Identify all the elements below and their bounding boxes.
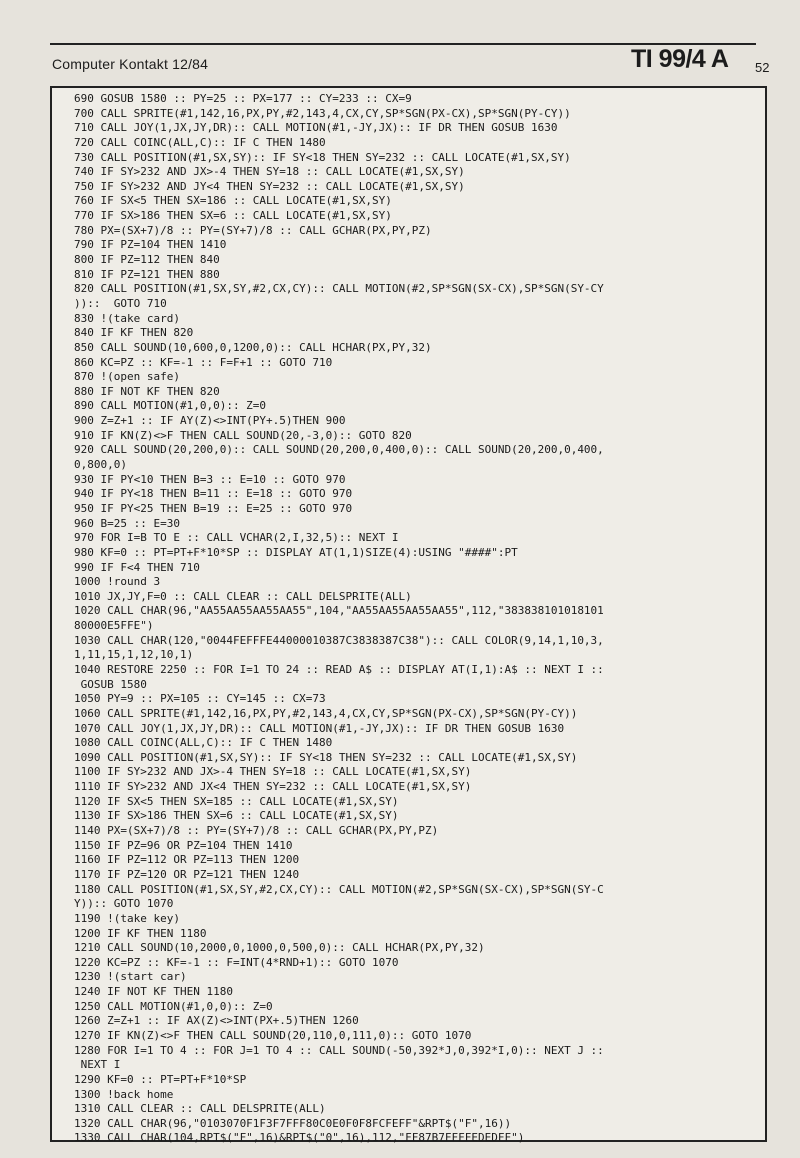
code-line: 1330 CALL CHAR(104,RPT$("F",16)&RPT$("0",16),112,"FF87B7FFFFEDEDFF") <box>74 1131 525 1145</box>
code-line: 700 CALL SPRITE(#1,142,16,PX,PY,#2,143,4,CX,CY,SP*SGN(PX-CX),SP*SGN(PY-CY)) <box>74 106 571 120</box>
code-line: 870 !(open safe) <box>74 370 180 384</box>
code-line: 860 KC=PZ :: KF=-1 :: F=F+1 :: GOTO 710 <box>74 355 333 369</box>
code-line: 1150 IF PZ=96 OR PZ=104 THEN 1410 <box>74 838 293 852</box>
code-line: 1250 CALL MOTION(#1,0,0):: Z=0 <box>74 999 273 1013</box>
code-line: 950 IF PY<25 THEN B=19 :: E=25 :: GOTO 970 <box>74 501 353 515</box>
code-line: 1280 FOR I=1 TO 4 :: FOR J=1 TO 4 :: CALL SOUND(-50,392*J,0,392*I,0):: NEXT J :: <box>74 1043 604 1057</box>
code-line: 1110 IF SY>232 AND JX<4 THEN SY=232 :: CALL LOCATE(#1,SX,SY) <box>74 780 472 794</box>
magazine-title: Computer Kontakt 12/84 <box>52 56 209 72</box>
code-line: 1230 !(start car) <box>74 970 187 984</box>
code-line: 960 B=25 :: E=30 <box>74 516 180 530</box>
code-line: 760 IF SX<5 THEN SX=186 :: CALL LOCATE(#1,SX,SY) <box>74 194 392 208</box>
code-line: 1050 PY=9 :: PX=105 :: CY=145 :: CX=73 <box>74 692 326 706</box>
code-line: 990 IF F<4 THEN 710 <box>74 560 200 574</box>
code-line: 790 IF PZ=104 THEN 1410 <box>74 238 227 252</box>
code-line: 1220 KC=PZ :: KF=-1 :: F=INT(4*RND+1):: GOTO 1070 <box>74 955 399 969</box>
code-line: 1260 Z=Z+1 :: IF AX(Z)<>INT(PX+.5)THEN 1260 <box>74 1014 359 1028</box>
code-line: 800 IF PZ=112 THEN 840 <box>74 253 220 267</box>
code-line: 720 CALL COINC(ALL,C):: IF C THEN 1480 <box>74 135 326 149</box>
code-line: 970 FOR I=B TO E :: CALL VCHAR(2,I,32,5):: NEXT I <box>74 531 399 545</box>
code-line: 750 IF SY>232 AND JY<4 THEN SY=232 :: CALL LOCATE(#1,SX,SY) <box>74 179 465 193</box>
code-line: 770 IF SX>186 THEN SX=6 :: CALL LOCATE(#1,SX,SY) <box>74 209 392 223</box>
code-line: 1310 CALL CLEAR :: CALL DELSPRITE(ALL) <box>74 1102 326 1116</box>
page-number: 52 <box>755 60 770 75</box>
code-line: 840 IF KF THEN 820 <box>74 326 194 340</box>
code-line: 940 IF PY<18 THEN B=11 :: E=18 :: GOTO 970 <box>74 487 353 501</box>
code-line: 1090 CALL POSITION(#1,SX,SY):: IF SY<18 THEN SY=232 :: CALL LOCATE(#1,SX,SY) <box>74 750 578 764</box>
code-line: 880 IF NOT KF THEN 820 <box>74 384 220 398</box>
code-line: 690 GOSUB 1580 :: PY=25 :: PX=177 :: CY=233 :: CX=9 <box>74 92 412 105</box>
code-line: 1140 PX=(SX+7)/8 :: PY=(SY+7)/8 :: CALL GCHAR(PX,PY,PZ) <box>74 824 439 838</box>
code-line: 920 CALL SOUND(20,200,0):: CALL SOUND(20,200,0,400,0):: CALL SOUND(20,200,0,400, <box>74 443 604 457</box>
code-line: 1070 CALL JOY(1,JX,JY,DR):: CALL MOTION(#1,-JY,JX):: IF DR THEN GOSUB 1630 <box>74 721 565 735</box>
code-line: 1040 RESTORE 2250 :: FOR I=1 TO 24 :: READ A$ :: DISPLAY AT(I,1):A$ :: NEXT I :: <box>74 662 604 676</box>
code-line: 1210 CALL SOUND(10,2000,0,1000,0,500,0):: CALL HCHAR(PX,PY,32) <box>74 941 485 955</box>
code-line: 1320 CALL CHAR(96,"0103070F1F3F7FFF80C0E0F0F8FCFEFF"&RPT$("F",16)) <box>74 1116 512 1130</box>
code-line: 80000E5FFE") <box>74 619 154 633</box>
code-line: 850 CALL SOUND(10,600,0,1200,0):: CALL HCHAR(PX,PY,32) <box>74 340 432 354</box>
code-line: 1060 CALL SPRITE(#1,142,16,PX,PY,#2,143,4,CX,CY,SP*SGN(PX-CX),SP*SGN(PY-CY)) <box>74 706 578 720</box>
code-line: 1180 CALL POSITION(#1,SX,SY,#2,CX,CY):: CALL MOTION(#2,SP*SGN(SX-CX),SP*SGN(SY-C <box>74 882 604 896</box>
code-line: 780 PX=(SX+7)/8 :: PY=(SY+7)/8 :: CALL GCHAR(PX,PY,PZ) <box>74 223 432 237</box>
code-line: 1100 IF SY>232 AND JX>-4 THEN SY=18 :: CALL LOCATE(#1,SX,SY) <box>74 765 472 779</box>
code-line: 1300 !back home <box>74 1087 174 1101</box>
code-line: 1160 IF PZ=112 OR PZ=113 THEN 1200 <box>74 853 300 867</box>
code-line: 1,11,15,1,12,10,1) <box>74 648 194 662</box>
basic-listing <box>74 92 764 1146</box>
code-line: NEXT I <box>74 1058 121 1072</box>
code-line: 1270 IF KN(Z)<>F THEN CALL SOUND(20,110,0,111,0):: GOTO 1070 <box>74 1029 472 1042</box>
code-line: 890 CALL MOTION(#1,0,0):: Z=0 <box>74 399 267 413</box>
code-line: 1000 !round 3 <box>74 575 161 589</box>
code-line: )):: GOTO 710 <box>74 296 167 310</box>
code-line: 1200 IF KF THEN 1180 <box>74 926 207 940</box>
code-line: 730 CALL POSITION(#1,SX,SY):: IF SY<18 THEN SY=232 :: CALL LOCATE(#1,SX,SY) <box>74 150 571 164</box>
code-line: 820 CALL POSITION(#1,SX,SY,#2,CX,CY):: CALL MOTION(#2,SP*SGN(SX-CX),SP*SGN(SY-CY <box>74 282 604 296</box>
code-line: 1190 !(take key) <box>74 911 180 925</box>
system-title: TI 99/4 A <box>631 45 729 73</box>
code-line: 900 Z=Z+1 :: IF AY(Z)<>INT(PY+.5)THEN 900 <box>74 414 346 428</box>
code-line: 1010 JX,JY,F=0 :: CALL CLEAR :: CALL DELSPRITE(ALL) <box>74 589 412 603</box>
code-line: 1130 IF SX>186 THEN SX=6 :: CALL LOCATE(#1,SX,SY) <box>74 809 399 823</box>
code-line: 810 IF PZ=121 THEN 880 <box>74 267 220 281</box>
code-line: 910 IF KN(Z)<>F THEN CALL SOUND(20,-3,0):: GOTO 820 <box>74 428 412 442</box>
code-line: 740 IF SY>232 AND JX>-4 THEN SY=18 :: CALL LOCATE(#1,SX,SY) <box>74 165 465 179</box>
code-line: 980 KF=0 :: PT=PT+F*10*SP :: DISPLAY AT(1,1)SIZE(4):USING "####":PT <box>74 545 518 559</box>
code-line: GOSUB 1580 <box>74 677 147 691</box>
code-line: 0,800,0) <box>74 458 127 472</box>
code-line: 1020 CALL CHAR(96,"AA55AA55AA55AA55",104,"AA55AA55AA55AA55",112,"383838101018101 <box>74 604 604 618</box>
code-line: 1120 IF SX<5 THEN SX=185 :: CALL LOCATE(#1,SX,SY) <box>74 794 399 808</box>
code-line: 930 IF PY<10 THEN B=3 :: E=10 :: GOTO 970 <box>74 472 346 486</box>
code-line: 1030 CALL CHAR(120,"0044FEFFFE44000010387C3838387C38"):: CALL COLOR(9,14,1,10,3, <box>74 633 604 647</box>
code-line: 1290 KF=0 :: PT=PT+F*10*SP <box>74 1072 247 1086</box>
code-line: 1170 IF PZ=120 OR PZ=121 THEN 1240 <box>74 867 300 881</box>
code-line: 1240 IF NOT KF THEN 1180 <box>74 985 233 999</box>
code-line: Y)):: GOTO 1070 <box>74 897 174 911</box>
code-line: 710 CALL JOY(1,JX,JY,DR):: CALL MOTION(#1,-JY,JX):: IF DR THEN GOSUB 1630 <box>74 121 558 135</box>
code-line: 1080 CALL COINC(ALL,C):: IF C THEN 1480 <box>74 736 333 750</box>
code-line: 830 !(take card) <box>74 311 180 325</box>
